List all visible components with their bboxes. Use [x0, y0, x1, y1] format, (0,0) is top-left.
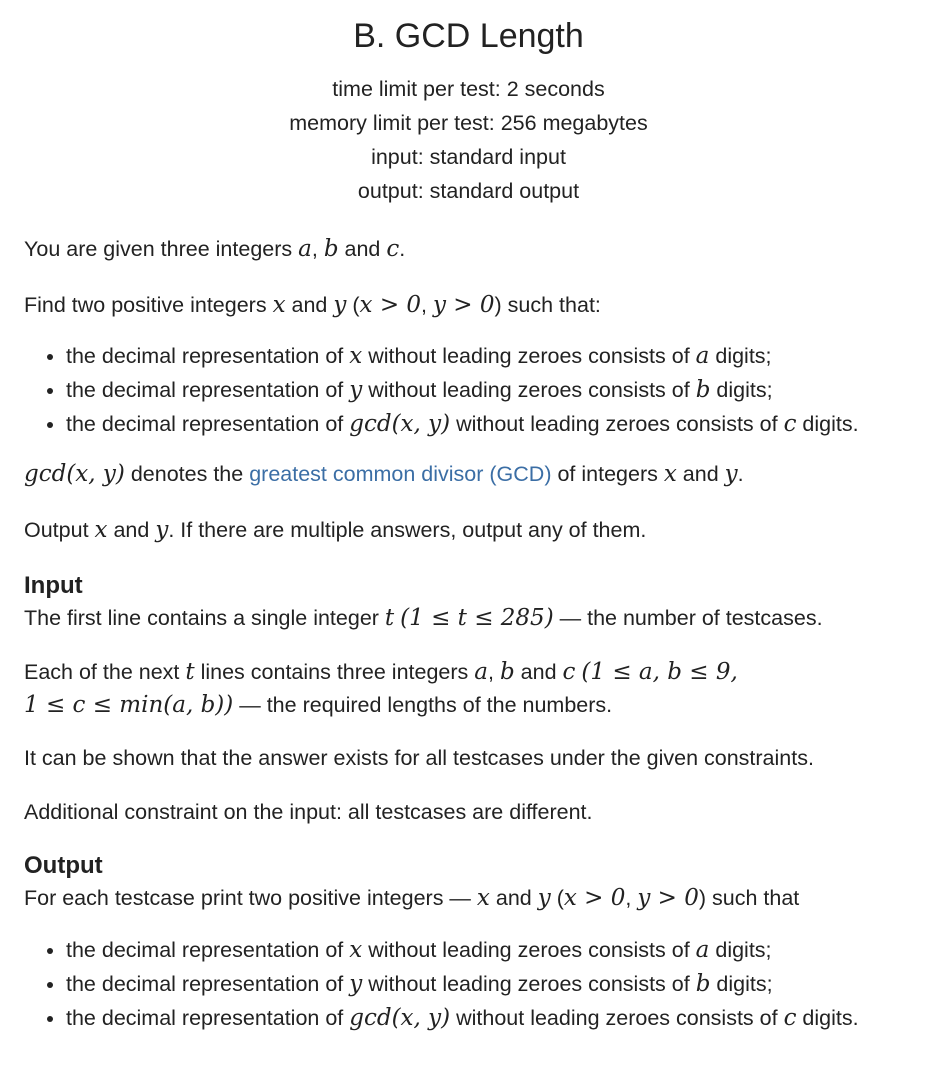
math-c: c	[386, 236, 400, 263]
statement-paragraph-1: You are given three integers a, b and c.	[24, 236, 406, 263]
statement-bullet-list	[24, 339, 913, 441]
math-gcd: gcd(x, y)	[24, 461, 125, 488]
statement-paragraph-4: Output x and y. If there are multiple answers, output any of them.	[24, 517, 647, 544]
statement-paragraph-3: gcd(x, y) denotes the greatest common divisor (GCD) of integers x and y.	[24, 461, 744, 488]
math-b: b	[323, 236, 339, 263]
statement-paragraph-2: Find two positive integers x and y (x > 0, y > 0) such that:	[24, 291, 601, 318]
gcd-wiki-link[interactable]: greatest common divisor (GCD)	[249, 462, 552, 487]
math-x: x	[272, 291, 286, 318]
input-paragraph-2: Each of the next t lines contains three integers a, b and c (1 ≤ a, b ≤ 9, 1 ≤ c ≤ min(a, b)) — the required lengths of the numbers.	[24, 659, 738, 719]
output-section-title: Output	[24, 852, 103, 880]
list-item: • the decimal representation of x without leading zeroes consists of a digits;	[66, 339, 913, 373]
list-item: • the decimal representation of y without leading zeroes consists of b digits;	[66, 373, 913, 407]
input-paragraph-4: Additional constraint on the input: all testcases are different.	[24, 799, 593, 824]
math-x-gt-0: x > 0	[359, 291, 422, 318]
input-paragraph-1: The first line contains a single integer t (1 ≤ t ≤ 285) — the number of testcases.	[24, 604, 823, 631]
math-c-range: 1 ≤ c ≤ min(a, b))	[24, 692, 234, 719]
input-paragraph-3: It can be shown that the answer exists for all testcases under the given constraints.	[24, 746, 814, 771]
output-bullet-list	[24, 933, 913, 1035]
output-spec: output: standard output	[357, 179, 580, 204]
list-item: • the decimal representation of gcd(x, y) without leading zeroes consists of c digits.	[66, 1001, 913, 1035]
input-spec: input: standard input	[371, 145, 566, 170]
list-item: • the decimal representation of gcd(x, y) without leading zeroes consists of c digits.	[66, 407, 913, 441]
problem-header	[24, 0, 913, 208]
output-section	[24, 851, 913, 1035]
problem-title: B. GCD Length	[353, 17, 584, 55]
input-section-title: Input	[24, 571, 83, 599]
time-limit: time limit per test: 2 seconds	[332, 77, 605, 102]
list-item: • the decimal representation of y without leading zeroes consists of b digits;	[66, 967, 913, 1001]
math-t-range: (1 ≤ t ≤ 285)	[400, 604, 554, 631]
math-a: a	[298, 236, 312, 263]
memory-limit: memory limit per test: 256 megabytes	[289, 111, 648, 136]
problem-statement	[24, 232, 913, 1034]
input-section	[24, 571, 913, 829]
output-paragraph-1: For each testcase print two positive integers — x and y (x > 0, y > 0) such that	[24, 885, 800, 912]
math-y-gt-0: y > 0	[433, 291, 495, 318]
list-item: • the decimal representation of x without leading zeroes consists of a digits;	[66, 933, 913, 967]
math-ab-range: (1 ≤ a, b ≤ 9,	[581, 659, 738, 686]
math-y: y	[333, 291, 347, 318]
